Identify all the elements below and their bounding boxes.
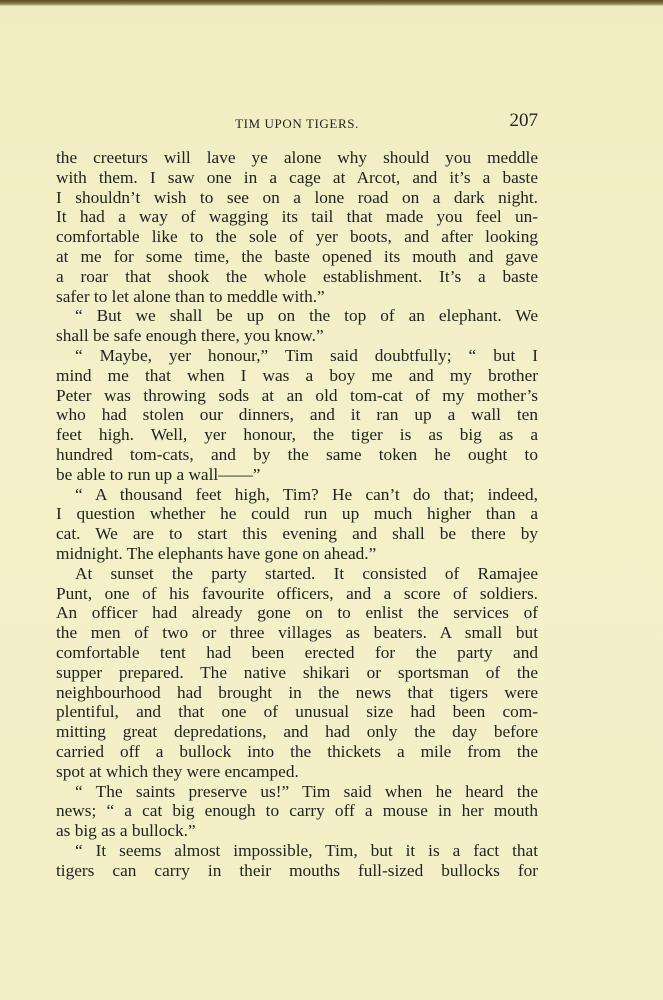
text-line: I question whether he could run up much higher than a <box>56 504 538 524</box>
text-line: tigers can carry in their mouths full-sized bullocks for <box>56 860 538 880</box>
text-line: hundred tom-cats, and by the same token he ought to <box>56 444 538 464</box>
text-line: the creeturs will lave ye alone why should you meddle <box>56 148 538 167</box>
text-line: be able to run up a wall——” <box>56 464 261 484</box>
text-line: spot at which they were encamped. <box>56 761 299 781</box>
page-number: 207 <box>509 110 538 131</box>
text-line: neighbourhood had brought in the news that tigers were <box>56 682 538 702</box>
text-line: An officer had already gone on to enlist the services of <box>56 603 538 623</box>
text-line: a roar that shook the whole establishment. It’s a baste <box>56 266 538 286</box>
text-line: mitting great depredations, and had only the day before <box>56 722 538 742</box>
running-head: TIM UPON TIGERS. <box>235 116 359 131</box>
text-line: “ But we shall be up on the top of an elephant. We <box>75 306 538 326</box>
text-line: “ It seems almost impossible, Tim, but it is a fact that <box>75 840 538 860</box>
text-line: midnight. The elephants have gone on ahead.” <box>56 543 377 563</box>
text-line: carried off a bullock into the thickets a mile from the <box>56 741 538 761</box>
text-line: cat. We are to start this evening and shall be there by <box>56 524 538 544</box>
text-line: safer to let alone than to meddle with.” <box>56 286 325 306</box>
text-line: “ Maybe, yer honour,” Tim said doubtfully; “ but I <box>75 345 538 365</box>
text-line: with them. I saw one in a cage at Arcot, and it’s a baste <box>56 167 538 187</box>
text-line: Peter was throwing sods at an old tom-cat of my mother’s <box>56 385 538 405</box>
text-line: mind me that when I was a boy me and my brother <box>56 365 538 385</box>
text-line: supper prepared. The native shikari or sportsman of the <box>56 662 538 682</box>
page-top-edge <box>0 0 663 6</box>
text-line: comfortable like to the sole of yer boots, and after looking <box>56 227 538 247</box>
text-line: feet high. Well, yer honour, the tiger is as big as a <box>56 425 538 445</box>
text-line: It had a way of wagging its tail that made you feel un- <box>56 207 538 227</box>
text-line: plentiful, and that one of unusual size had been com- <box>56 702 538 722</box>
text-line: “ The saints preserve us!” Tim said when he heard the <box>75 781 538 801</box>
text-line: who had stolen our dinners, and it ran up a wall ten <box>56 405 538 425</box>
text-line: At sunset the party started. It consisted of Ramajee <box>75 563 538 583</box>
text-line: Punt, one of his favourite officers, and a score of soldiers. <box>56 583 538 603</box>
page-header <box>56 110 538 136</box>
text-line: news; “ a cat big enough to carry off a mouse in her mouth <box>56 801 538 821</box>
text-line: “ A thousand feet high, Tim? He can’t do that; indeed, <box>75 484 538 504</box>
body-text <box>56 148 538 880</box>
text-line: the men of two or three villages as beaters. A small but <box>56 623 538 643</box>
text-line: as big as a bullock.” <box>56 821 196 841</box>
text-line: at me for some time, the baste opened its mouth and gave <box>56 246 538 266</box>
text-line: I shouldn’t wish to see on a lone road on a dark night. <box>56 187 538 207</box>
text-line: comfortable tent had been erected for the party and <box>56 642 538 662</box>
text-line: shall be safe enough there, you know.” <box>56 326 324 346</box>
